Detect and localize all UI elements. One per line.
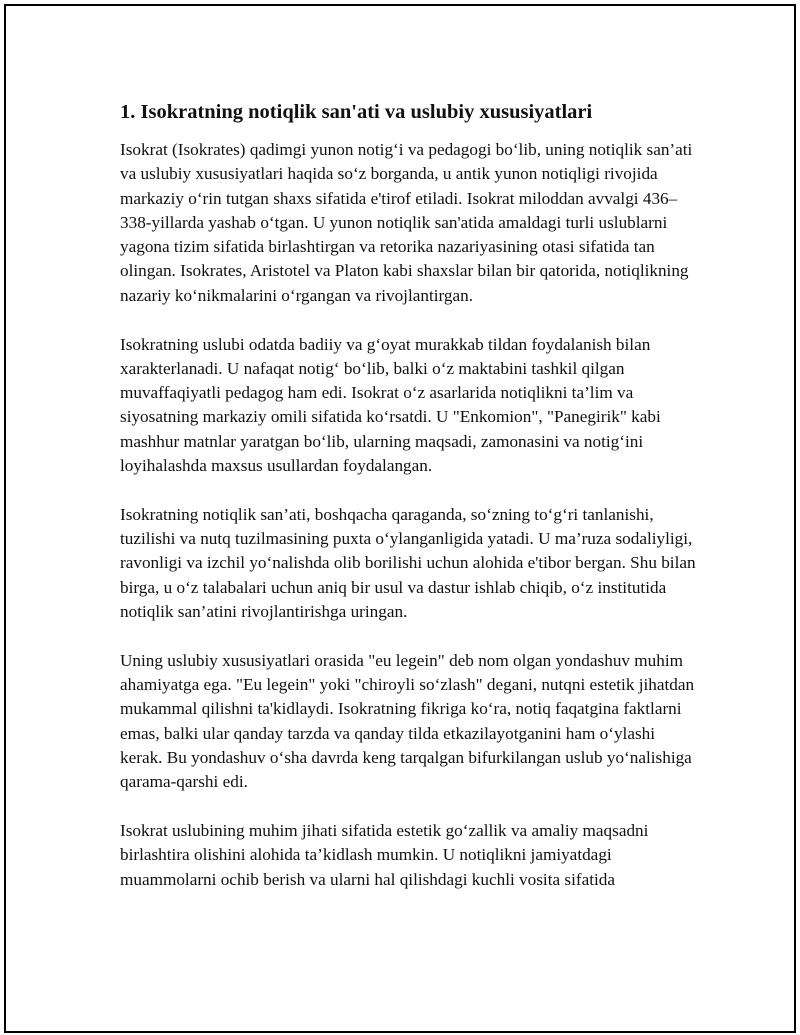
paragraph-4: Uning uslubiy xususiyatlari orasida "eu legein" deb nom olgan yondashuv muhim ahamiyatga ega. "Eu legein" yoki "chiroyli so‘zlash" degani, nutqni estetik jihatdan mukammal qilishni ta'kidlaydi. Isokratning fikriga ko‘ra, notiq faqatgina faktlarni emas, balki ular qanday tarzda va qanday tilda etkazilayotganini ham o‘ylashi kerak. Bu yondashuv o‘sha davrda keng tarqalgan bifurkilangan uslub yo‘nalishiga qarama-qarshi edi. [120, 650, 695, 792]
paragraph-1: Isokrat (Isokrates) qadimgi yunon notig‘i va pedagogi bo‘lib, uning notiqlik san’ati va uslubiy xususiyatlari haqida so‘z borganda, u antik yunon notiqligi rivojida markaziy o‘rin tutgan shaxs sifatida e'tirof etiladi. Isokrat miloddan avvalgi 436–338-yillarda yashab o‘tgan. U yunon notiqlik san'atida amaldagi turli uslublarni yagona tizim sifatida birlashtirgan va retorika nazariyasining otasi sifatida tan olingan. Isokrates, Aristotel va Platon kabi shaxslar bilan bir qatorida, notiqlikning nazariy ko‘nikmalarini o‘rgangan va rivojlantirgan. [120, 140, 693, 305]
paragraph-3: Isokratning notiqlik san’ati, boshqacha qaraganda, so‘zning to‘g‘ri tanlanishi, tuzilishi va nutq tuzilmasining puxta o‘ylanganligida yatadi. U ma’ruza sodaliyligi, ravonligi va izchil yo‘nalishda olib borilishi uchun alohida e'tibor bergan. Shu bilan birga, u o‘z talabalari uchun aniq bir usul va dastur ishlab chiqib, o‘z institutida notiqlik san’atini rivojlantirishga uringan. [120, 504, 696, 622]
document-body [120, 98, 700, 917]
paragraph-5: Isokrat uslubining muhim jihati sifatida estetik go‘zallik va amaliy maqsadni birlashtira olishini alohida ta’kidlash mumkin. U notiqlikni jamiyatdagi muammolarni ochib berish va ularni hal qilishdagi kuchli vosita sifatida [120, 821, 649, 889]
page [4, 4, 796, 1033]
section-title: 1. Isokratning notiqlik san'ati va uslubiy xususiyatlari [120, 101, 593, 123]
paragraph-2: Isokratning uslubi odatda badiiy va g‘oyat murakkab tildan foydalanish bilan xarakterlanadi. U nafaqat notig‘ bo‘lib, balki o‘z maktabini tashkil qilgan muvaffaqiyatli pedagog ham edi. Isokrat o‘z asarlarida notiqlikni ta’lim va siyosatning markaziy omili sifatida ko‘rsatdi. U "Enkomion", "Panegirik" kabi mashhur matnlar yaratgan bo‘lib, ularning maqsadi, zamonasini va notig‘ini loyihalashda maxsus usullardan foydalangan. [120, 334, 661, 476]
